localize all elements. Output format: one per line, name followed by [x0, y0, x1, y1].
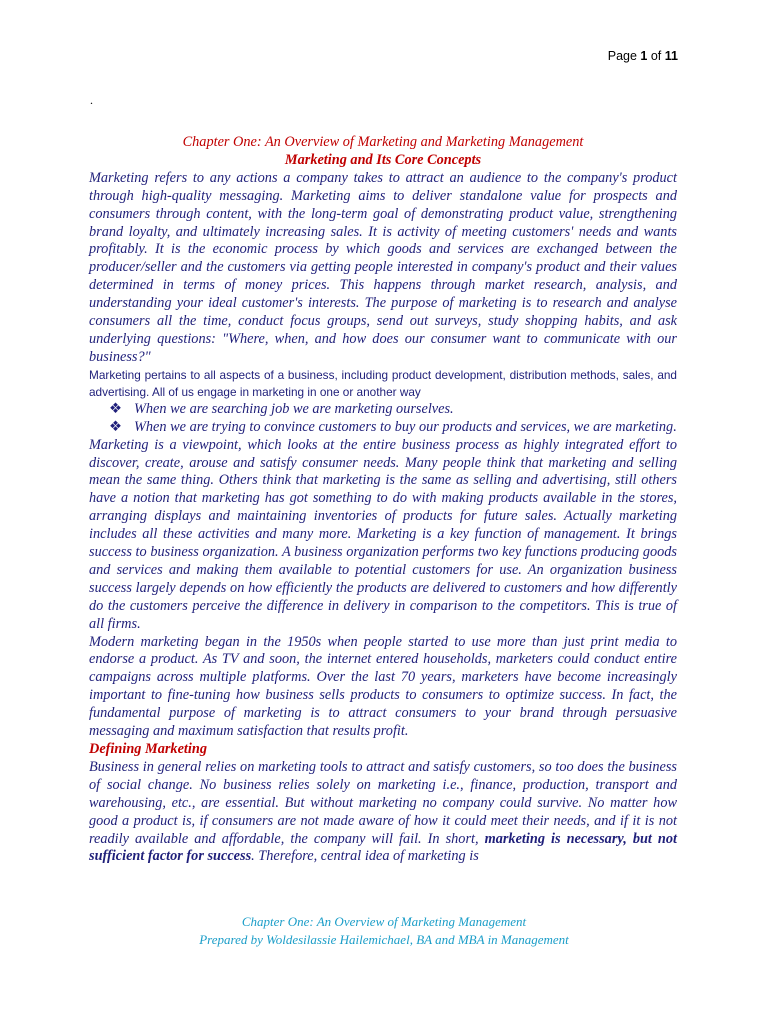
- list-item: [109, 419, 677, 437]
- paragraph-aspects: Marketing pertains to all aspects of a business, including product development, distribution methods, sales, and advertising. All of us engage in marketing in one or another way: [89, 367, 677, 399]
- paragraph-defining: [89, 759, 677, 866]
- page-current: 1: [640, 49, 648, 63]
- section-title: Marketing and Its Core Concepts: [284, 151, 482, 168]
- list-item: [109, 401, 677, 419]
- bullet-text: When we are searching job we are marketing ourselves.: [134, 400, 454, 417]
- page-number: [608, 49, 678, 63]
- heading-defining-marketing: Defining Marketing: [89, 741, 207, 757]
- paragraph-modern: Modern marketing began in the 1950s when people started to use more than just print media to endorse a product. As TV and soon, the internet entered households, marketers could conduct entire campaigns across multiple platforms. Over the last 70 years, marketers have become increasingly important to fine-tuning how business sells products to consumers to optimize success. In fact, the fundamental purpose of marketing is to attract consumers to your brand through persuasive messaging and maximum satisfaction that results profit.: [89, 633, 677, 740]
- page-label: Page: [607, 49, 637, 63]
- diamond-bullet-icon: ❖: [109, 418, 122, 435]
- paragraph-defining-bold: marketing is necessary, but not sufficient factor for success: [89, 830, 677, 865]
- footer-line-1: Chapter One: An Overview of Marketing Management: [241, 914, 527, 929]
- bullet-text: When we are trying to convince customers to buy our products and services, we are marketing.: [134, 418, 677, 435]
- document-body: [89, 134, 677, 866]
- page-total: 11: [664, 49, 678, 63]
- paragraph-viewpoint: Marketing is a viewpoint, which looks at the entire business process as highly integrated effort to discover, create, arouse and satisfy consumer needs. Many people think that marketing and selling mean the same thing. Others think that marketing is the same as selling and advertising, still others have a notion that marketing has got something to do with making products available in the stores, arranging displays and maintaining inventories of products for future sales. Actually marketing includes all these activities and many more. Marketing is a key function of management. It brings success to business organization. A business organization performs two key functions producing goods and services and making them available to potential customers for use. An organization business success largely depends on how efficiently the products are delivered to customers and how differently do the customers perceive the difference in delivery in comparison to the competitors. This is true of all firms.: [89, 436, 677, 632]
- footer-line-2: Prepared by Woldesilassie Hailemichael, BA and MBA in Management: [199, 932, 569, 947]
- chapter-title: Chapter One: An Overview of Marketing and Marketing Management: [182, 134, 584, 150]
- page-of: of: [650, 49, 662, 63]
- paragraph-defining-text: Business in general relies on marketing tools to attract and satisfy customers, so too does the business of social change. No business relies solely on marketing i.e., finance, production, transport and warehousing, etc., are essential. But without marketing no company could survive. No matter how good a product is, if consumers are not made aware of how it could meet their needs, and if it is not readily available and affordable, the company will fail. In short,: [89, 758, 677, 847]
- stray-dot: .: [90, 93, 93, 107]
- page-footer: [0, 913, 768, 949]
- paragraph-intro: Marketing refers to any actions a company takes to attract an audience to the company's product through high-quality messaging. Marketing aims to deliver standalone value for prospects and consumers through content, with the long-term goal of demonstrating product value, strengthening brand loyalty, and ultimately increasing sales. It is activity of meeting customers' needs and wants profitably. It is the economic process by which goods and services are exchanged between the producer/seller and the customers via getting people interested in company's product and their values determined in terms of money prices. This happens through market research, analysis, and understanding your ideal customer's interests. The purpose of marketing is to research and analyse consumers all the time, conduct focus groups, send out surveys, study shopping habits, and ask underlying questions: "Where, when, and how does our consumer want to communicate with our business?": [89, 169, 677, 365]
- bullet-list: [89, 401, 677, 437]
- diamond-bullet-icon: ❖: [109, 400, 122, 417]
- paragraph-defining-tail: . Therefore, central idea of marketing is: [251, 848, 479, 865]
